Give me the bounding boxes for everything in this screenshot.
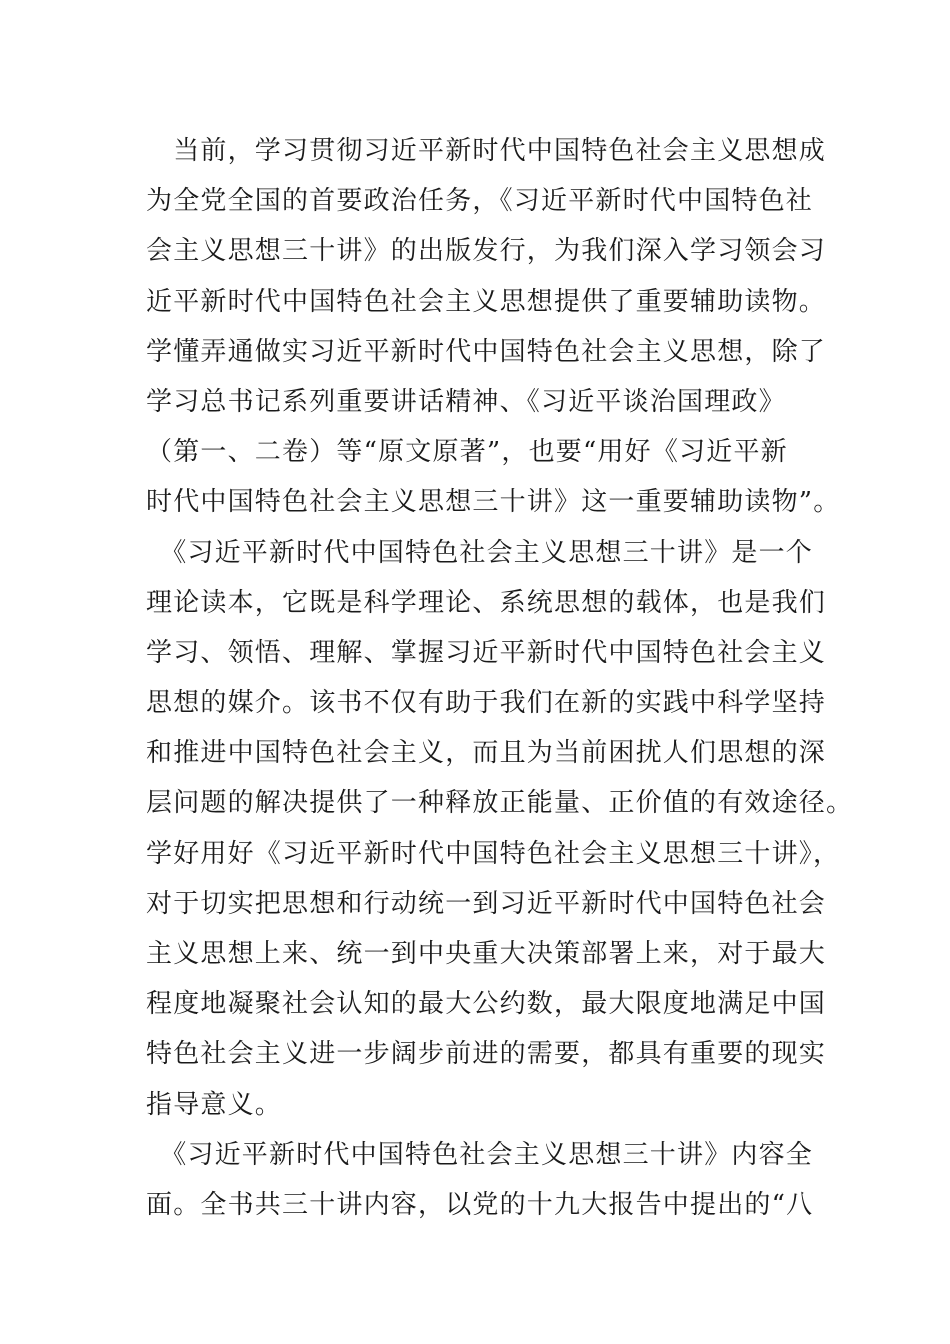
text-line: （第一、二卷）等“原文原著”，也要“用好《习近平新 — [146, 437, 788, 468]
text-line: 为全党全国的首要政治任务，《习近平新时代中国特色社 — [146, 186, 814, 217]
text-line: 和推进中国特色社会主义，而且为当前困扰人们思想的深 — [146, 738, 827, 769]
text-line: 时代中国特色社会主义思想三十讲》这一重要辅助读物”。 — [146, 487, 841, 518]
text-line: 主义思想上来、统一到中央重大决策部署上来，对于最大 — [146, 939, 827, 969]
text-line: 程度地凝聚社会认知的最大公约数，最大限度地满足中国 — [146, 989, 827, 1020]
paragraph-2 — [146, 528, 854, 1130]
text-line: 面。全书共三十讲内容，以党的十九大报告中提出的“八 — [146, 1189, 814, 1220]
text-line: 当前，学习贯彻习近平新时代中国特色社会主义思想成 — [146, 136, 827, 166]
text-line: 《习近平新时代中国特色社会主义思想三十讲》是一个 — [146, 537, 814, 568]
text-line: 会主义思想三十讲》的出版发行，为我们深入学习领会习 — [146, 236, 827, 267]
text-line: 理论读本，它既是科学理论、系统思想的载体，也是我们 — [146, 587, 827, 618]
text-line: 学习、领悟、理解、掌握习近平新时代中国特色社会主义 — [146, 637, 827, 668]
text-line: 层问题的解决提供了一种释放正能量、正价值的有效途径。 — [146, 788, 854, 819]
text-line: 近平新时代中国特色社会主义思想提供了重要辅助读物。 — [146, 286, 827, 317]
paragraph-1 — [146, 126, 841, 528]
text-line: 思想的媒介。该书不仅有助于我们在新的实践中科学坚持 — [146, 688, 827, 719]
text-line: 学习总书记系列重要讲话精神、《习近平谈治国理政》 — [146, 386, 786, 417]
text-line: 指导意义。 — [146, 1089, 283, 1120]
text-line: 对于切实把思想和行动统一到习近平新时代中国特色社会 — [146, 888, 827, 919]
text-line: 特色社会主义进一步阔步前进的需要，都具有重要的现实 — [146, 1039, 827, 1070]
text-line: 学好用好《习近平新时代中国特色社会主义思想三十讲》， — [146, 838, 841, 869]
paragraph-3 — [146, 1130, 814, 1230]
text-line: 学懂弄通做实习近平新时代中国特色社会主义思想，除了 — [146, 336, 827, 367]
document-body — [146, 126, 854, 1230]
text-line: 《习近平新时代中国特色社会主义思想三十讲》内容全 — [146, 1139, 814, 1170]
